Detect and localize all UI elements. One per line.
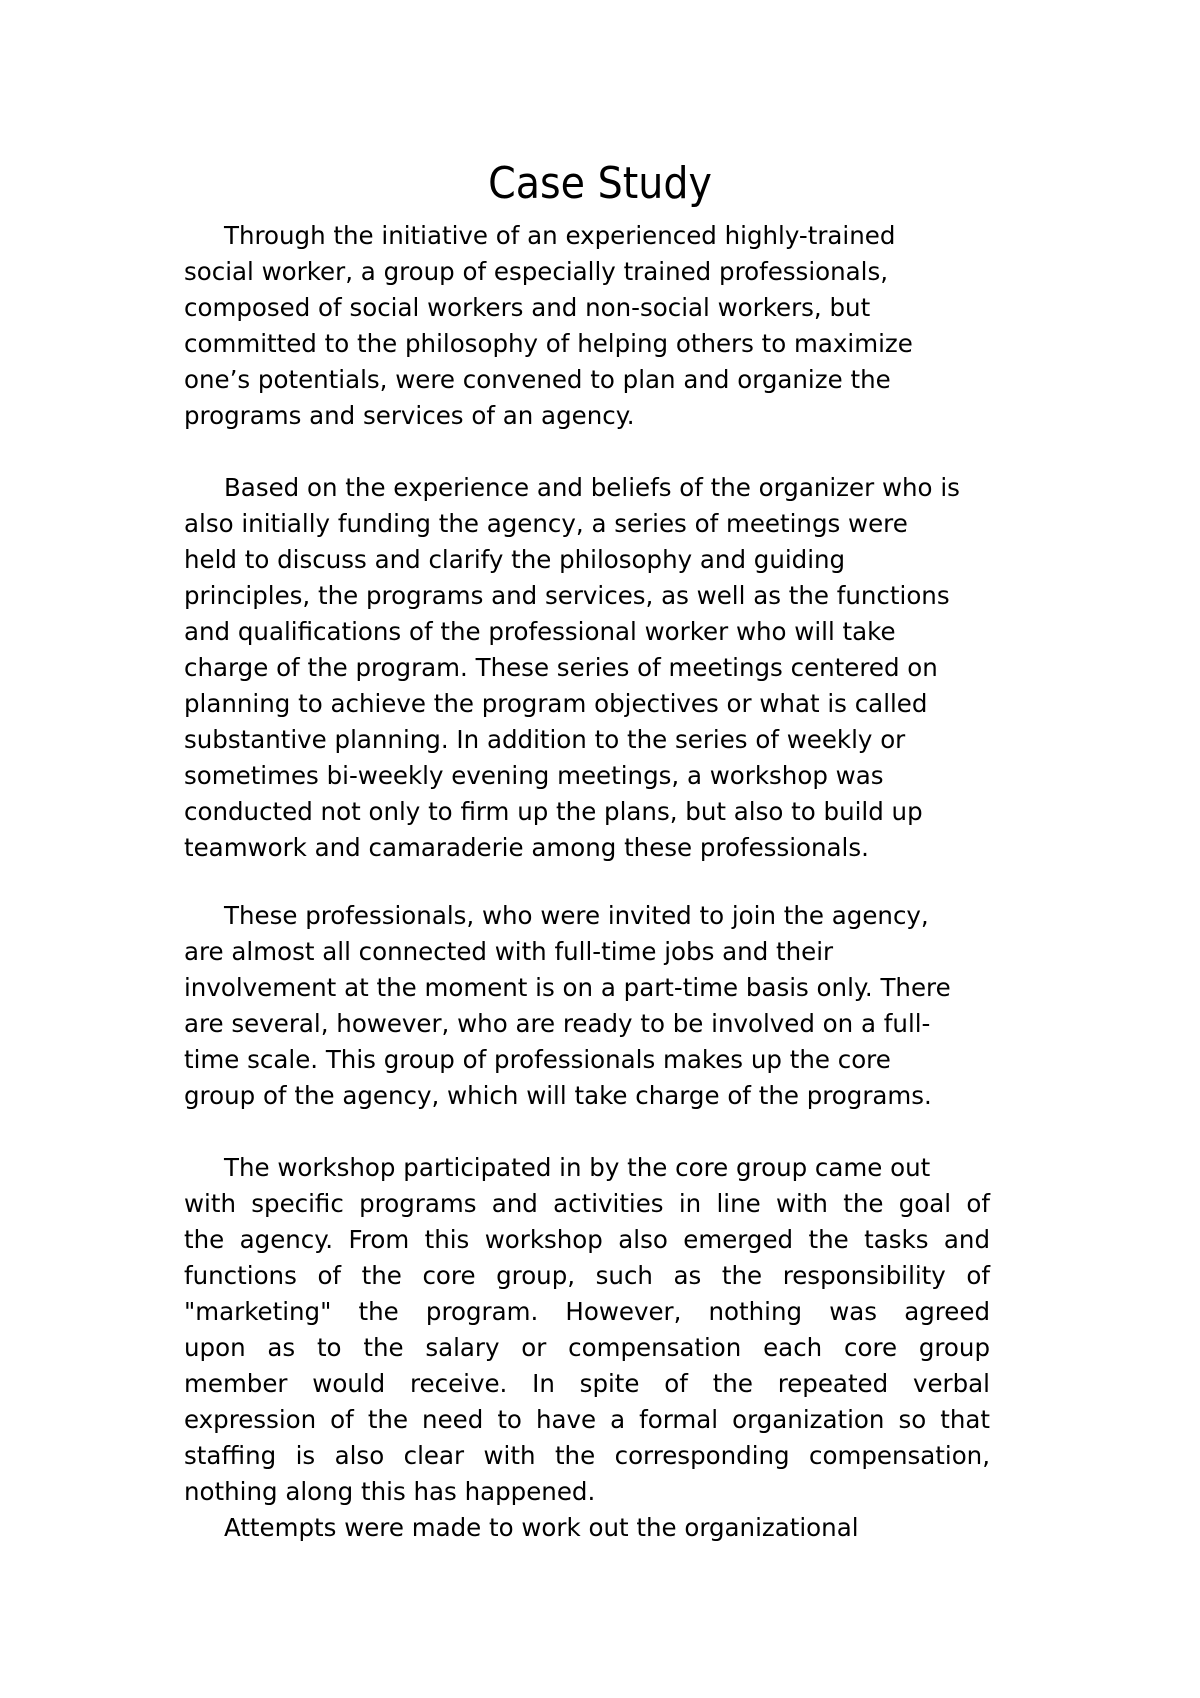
text-line: expression of the need to have a formal organization so that	[184, 1405, 990, 1434]
text-line: involvement at the moment is on a part-time basis only. There	[184, 973, 951, 1002]
text-line: nothing along this has happened.	[184, 1477, 596, 1506]
text-line: These professionals, who were invited to join the agency,	[224, 901, 929, 930]
text-line: conducted not only to firm up the plans, but also to build up	[184, 797, 923, 826]
text-line: "marketing" the program. However, nothing was agreed	[184, 1297, 990, 1326]
text-line: substantive planning. In addition to the series of weekly or	[184, 725, 906, 754]
text-line: planning to achieve the program objectives or what is called	[184, 689, 928, 718]
text-line: time scale. This group of professionals makes up the core	[184, 1045, 891, 1074]
text-line: held to discuss and clarify the philosophy and guiding	[184, 545, 846, 574]
text-line: also initially funding the agency, a series of meetings were	[184, 509, 908, 538]
text-line: principles, the programs and services, as well as the functions	[184, 581, 950, 610]
text-line: sometimes bi-weekly evening meetings, a workshop was	[184, 761, 884, 790]
text-line: are several, however, who are ready to be involved on a full-	[184, 1009, 931, 1038]
text-line: member would receive. In spite of the repeated verbal	[184, 1369, 990, 1398]
text-line: functions of the core group, such as the responsibility of	[184, 1261, 990, 1290]
text-line: The workshop participated in by the core group came out	[224, 1153, 931, 1182]
text-line: Based on the experience and beliefs of the organizer who is	[224, 473, 960, 502]
page-title: Case Study	[488, 158, 712, 209]
paragraph-5	[184, 1510, 1024, 1546]
text-line: and qualifications of the professional worker who will take	[184, 617, 896, 646]
paragraph-3	[184, 898, 1024, 1114]
paragraph-4	[184, 1150, 990, 1510]
text-line: committed to the philosophy of helping others to maximize	[184, 329, 913, 358]
text-line: Attempts were made to work out the organizational	[224, 1513, 859, 1542]
text-line: Through the initiative of an experienced highly-trained	[224, 221, 896, 250]
text-line: charge of the program. These series of meetings centered on	[184, 653, 938, 682]
text-line: group of the agency, which will take charge of the programs.	[184, 1081, 932, 1110]
text-line: social worker, a group of especially trained professionals,	[184, 257, 889, 286]
text-line: one’s potentials, were convened to plan and organize the	[184, 365, 891, 394]
text-line: teamwork and camaraderie among these professionals.	[184, 833, 869, 862]
text-line: staffing is also clear with the corresponding compensation,	[184, 1441, 990, 1470]
text-line: composed of social workers and non-social workers, but	[184, 293, 871, 322]
text-line: with specific programs and activities in line with the goal of	[184, 1189, 990, 1218]
text-line: are almost all connected with full-time jobs and their	[184, 937, 834, 966]
text-line: upon as to the salary or compensation each core group	[184, 1333, 990, 1362]
text-line: the agency. From this workshop also emerged the tasks and	[184, 1225, 990, 1254]
paragraph-1	[184, 218, 1024, 434]
paragraph-2	[184, 470, 1024, 866]
text-line: programs and services of an agency.	[184, 401, 635, 430]
